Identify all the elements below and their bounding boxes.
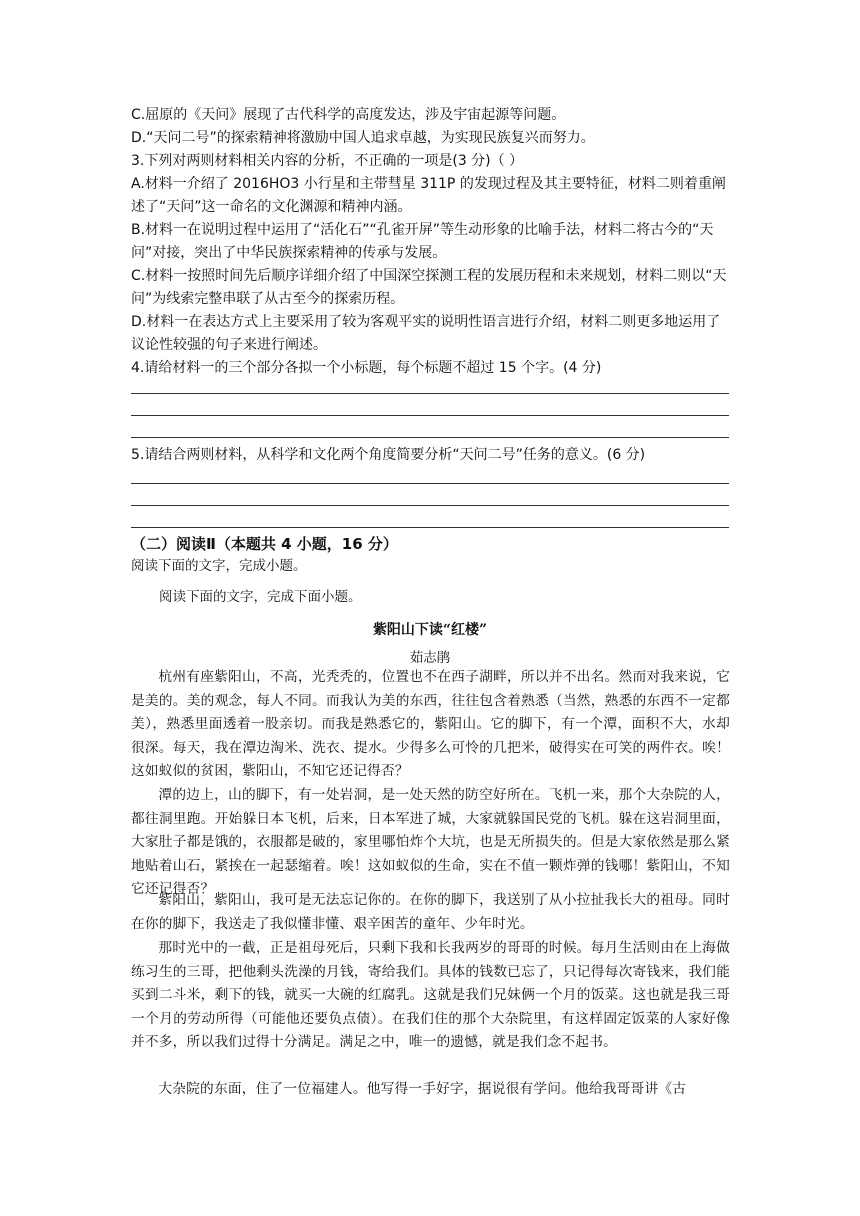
section-instruction: 阅读下面的文字，完成小题。 bbox=[131, 558, 307, 574]
q5-answer-line[interactable] bbox=[131, 483, 729, 484]
q3-option-a: A.材料一介绍了 2016HO3 小行星和主带彗星 311P 的发现过程及其主要特征，材料二则着重阐述了“天问”这一命名的文化渊源和精神内涵。 bbox=[131, 176, 726, 215]
story-paragraph: 杭州有座紫阳山，不高，光秃秃的，位置也不在西子湖畔，所以并不出名。然而对我来说，它是美的。美的观念，每人不同。而我认为美的东西，往往包含着熟悉（当然，熟悉的东西不一定都美），熟悉里面透着一股亲切。而我是熟悉它的，紫阳山。它的脚下，有一个潭，面积不大，水却很深。每天，我在潭边淘米、洗衣、提水。少得多么可怜的几把米，破得实在可笑的两件衣。唉！这如蚁似的贫困，紫阳山，不知它还记得否？ bbox=[131, 669, 730, 779]
q5-stem: 5.请结合两则材料，从科学和文化两个角度简要分析“天问二号”任务的意义。(6 分) bbox=[131, 447, 646, 463]
story-paragraph: 紫阳山，紫阳山，我可是无法忘记你的。在你的脚下，我送别了从小拉扯我长大的祖母。同时在你的脚下，我送走了我似懂非懂、艰辛困苦的童年、少年时光。 bbox=[131, 892, 730, 932]
q5-answer-line[interactable] bbox=[131, 527, 729, 528]
q4-answer-line[interactable] bbox=[131, 393, 729, 394]
section-heading: （二）阅读Ⅱ（本题共 4 小题，16 分） bbox=[131, 535, 398, 553]
story-paragraph: 潭的边上，山的脚下，有一处岩洞，是一处天然的防空好所在。飞机一来，那个大杂院的人，都往洞里跑。开始躲日本飞机，后来，日本军进了城，大家就躲国民党的飞机。躲在这岩洞里面，大家肚子都是饿的，衣服都是破的，家里哪怕炸个大坑，也是无所损失的。但是大家依然是那么紧地贴着山石，紧挨在一起瑟缩着。唉！这如蚁似的生命，实在不值一颗炸弹的钱哪！紫阳山，不知它还记得否？ bbox=[131, 787, 730, 897]
story-paragraph: 大杂院的东面，住了一位福建人。他写得一手好字，据说很有学问。他给我哥哥讲《古 bbox=[158, 1081, 687, 1097]
story-title: 紫阳山下读“红楼” bbox=[372, 622, 488, 638]
q4-stem: 4.请给材料一的三个部分各拟一个小标题，每个标题不超过 15 个字。(4 分) bbox=[131, 360, 602, 376]
q2-option-c: C.屈原的《天问》展现了古代科学的高度发达，涉及宇宙起源等问题。 bbox=[131, 107, 566, 123]
section-instruction-repeat: 阅读下面的文字，完成下面小题。 bbox=[159, 589, 362, 605]
q4-answer-line[interactable] bbox=[131, 437, 729, 438]
q2-option-d: D.“天问二号”的探索精神将激励中国人追求卓越，为实现民族复兴而努力。 bbox=[131, 130, 595, 146]
q3-option-b: B.材料一在说明过程中运用了“活化石”“孔雀开屏”等生动形象的比喻手法，材料二将古今的“天问”对接，突出了中华民族探索精神的传承与发展。 bbox=[131, 222, 714, 261]
q4-answer-line[interactable] bbox=[131, 415, 729, 416]
q5-answer-line[interactable] bbox=[131, 505, 729, 506]
q3-option-d: D.材料一在表达方式上主要采用了较为客观平实的说明性语言进行介绍，材料二则更多地运用了议论性较强的句子来进行阐述。 bbox=[131, 314, 721, 353]
q3-option-c: C.材料一按照时间先后顺序详细介绍了中国深空探测工程的发展历程和未来规划，材料二则以“天问”为线索完整串联了从古至今的探索历程。 bbox=[131, 268, 727, 307]
story-paragraph: 那时光中的一截，正是祖母死后，只剩下我和长我两岁的哥哥的时候。每月生活则由在上海做练习生的三哥，把他剩头洗澡的月钱，寄给我们。具体的钱数已忘了，只记得每次寄钱来，我们能买到二斗米，剩下的钱，就买一大碗的红腐乳。这就是我们兄妹俩一个月的饭菜。这也就是我三哥一个月的劳动所得（可能他还要负点债）。在我们住的那个大杂院里，有这样固定饭菜的人家好像并不多，所以我们过得十分满足。满足之中，唯一的遗憾，就是我们念不起书。 bbox=[131, 940, 730, 1050]
story-author: 茹志鹃 bbox=[409, 650, 451, 666]
q3-stem: 3.下列对两则材料相关内容的分析，不正确的一项是(3 分)（ ） bbox=[131, 153, 524, 169]
